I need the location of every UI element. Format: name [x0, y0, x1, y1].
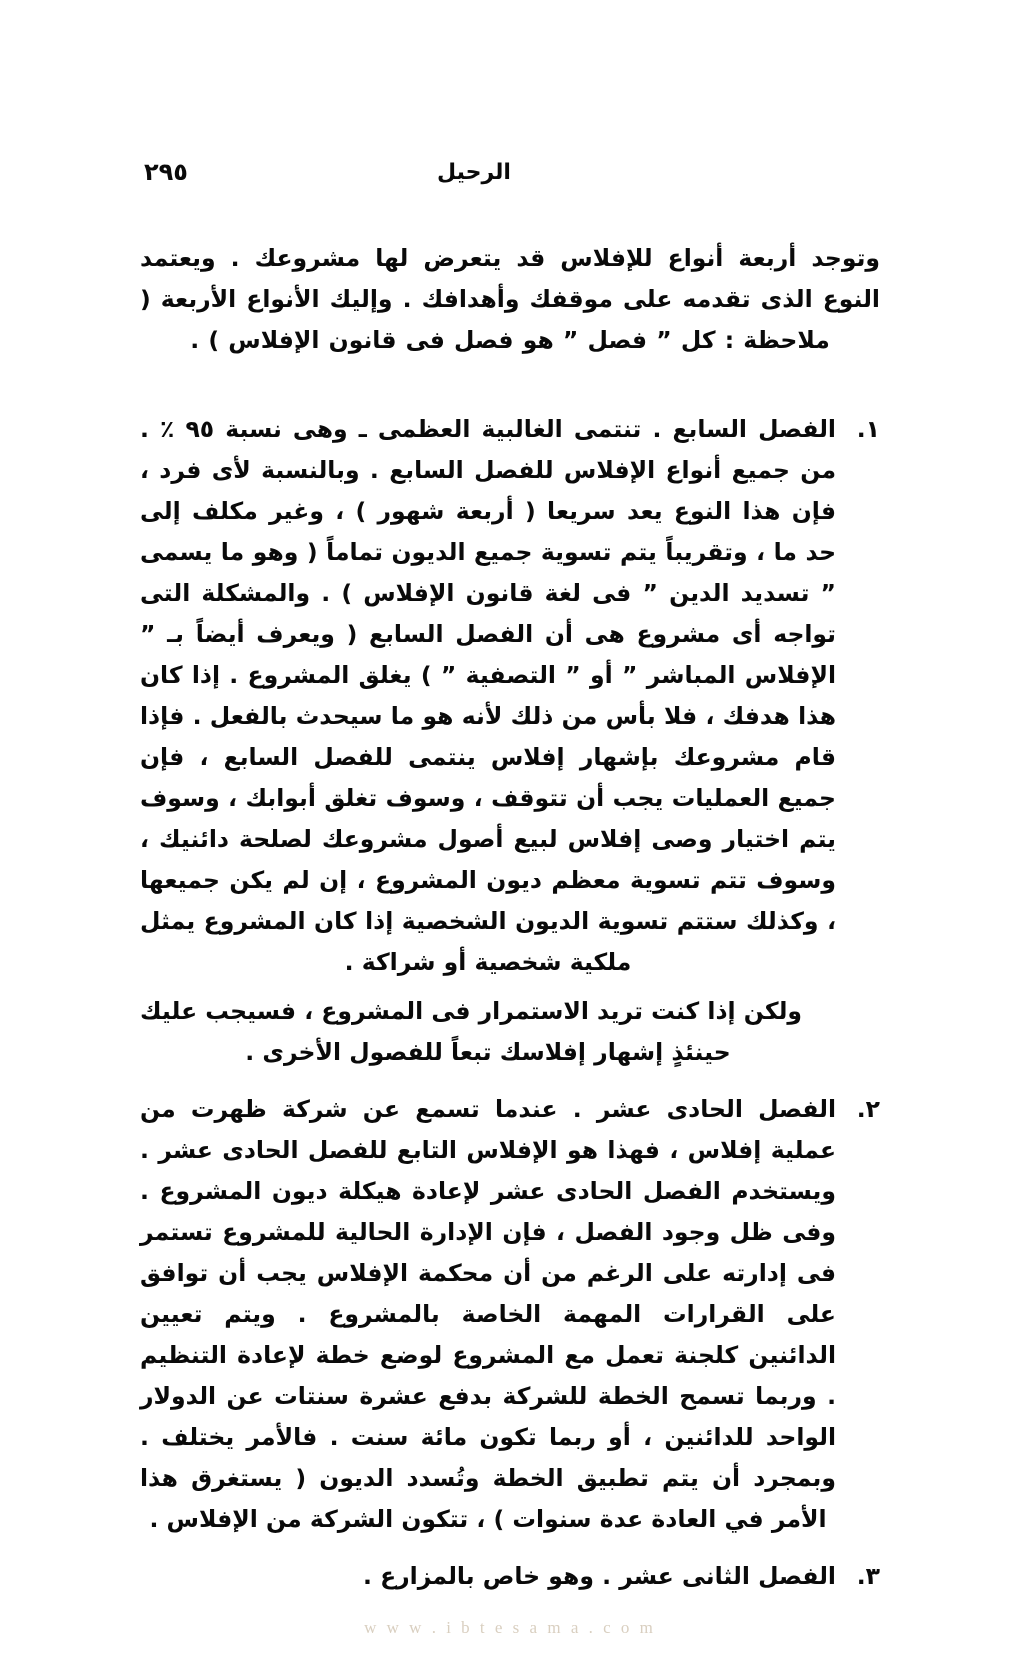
body-text-block — [140, 238, 880, 1613]
running-title: الرحيل — [437, 160, 511, 185]
intro-paragraph: وتوجد أربعة أنواع للإفلاس قد يتعرض لها مشروعك . ويعتمد النوع الذى تقدمه على موقفك وأهدافك . وإليك الأنواع الأربعة ( ملاحظة : كل ” فصل ” هو فصل فى قانون الإفلاس ) . — [140, 244, 880, 354]
list-item — [140, 1556, 880, 1597]
page-number: ٢٩٥ — [144, 158, 188, 186]
list-item-text: الفصل الحادى عشر . عندما تسمع عن شركة ظهرت من عملية إفلاس ، فهذا هو الإفلاس التابع للفصل الحادى عشر . ويستخدم الفصل الحادى عشر لإعادة هيكلة ديون المشروع . وفى ظل وجود الفصل ، فإن الإدارة الحالية للمشروع تستمر فى إدارته على الرغم من أن محكمة الإفلاس يجب أن توافق على القرارات المهمة الخاصة بالمشروع . ويتم تعيين الدائنين كلجنة تعمل مع المشروع لوضع خطة لإعادة التنظيم . وربما تسمح الخطة للشركة بدفع عشرة سنتات عن الدولار الواحد للدائنين ، أو ربما تكون مائة سنت . فالأمر يختلف . وبمجرد أن يتم تطبيق الخطة وتُسدد الديون ( يستغرق هذا الأمر في العادة عدة سنوات ) ، تتكون الشركة من الإفلاس . — [140, 1095, 836, 1533]
list-item-text: الفصل السابع . تنتمى الغالبية العظمى ـ وهى نسبة ٩٥ ٪ . من جميع أنواع الإفلاس للفصل السابع . وبالنسبة لأى فرد ، فإن هذا النوع يعد سريعا ( أربعة شهور ) ، وغير مكلف إلى حد ما ، وتقريباً يتم تسوية جميع الديون تماماً ( وهو ما يسمى ” تسديد الدين ” فى لغة قانون الإفلاس ) . والمشكلة التى تواجه أى مشروع هى أن الفصل السابع ( ويعرف أيضاً بـ ” الإفلاس المباشر ” أو ” التصفية ” ) يغلق المشروع . إذا كان هذا هدفك ، فلا بأس من ذلك لأنه هو ما سيحدث بالفعل . فإذا قام مشروعك بإشهار إفلاس ينتمى للفصل السابع ، فإن جميع العمليات يجب أن تتوقف ، وسوف تغلق أبوابك ، وسوف يتم اختيار وصى إفلاس لبيع أصول مشروعك لصلحة دائنيك ، وسوف تتم تسوية معظم ديون المشروع ، إن لم يكن جميعها ، وكذلك ستتم تسوية الديون الشخصية إذا كان المشروع يمثل ملكية شخصية أو شراكة . — [140, 415, 836, 976]
footer-watermark: w w w . i b t e s a m a . c o m — [364, 1618, 656, 1637]
chapter-list — [140, 409, 880, 1597]
list-item-marker: ٣. — [856, 1562, 880, 1590]
list-item — [140, 1089, 880, 1540]
list-item-marker: ٢. — [856, 1095, 880, 1123]
running-head — [140, 158, 880, 198]
list-item-subparagraph: ولكن إذا كنت تريد الاستمرار فى المشروع ، فسيجب عليك حينئذٍ إشهار إفلاسك تبعاً للفصول الأخرى . — [140, 997, 802, 1066]
list-item — [140, 409, 880, 1073]
list-item-marker: ١. — [856, 415, 880, 443]
list-item-text: الفصل الثانى عشر . وهو خاص بالمزارع . — [362, 1562, 836, 1590]
paragraph-spacer — [140, 387, 880, 409]
